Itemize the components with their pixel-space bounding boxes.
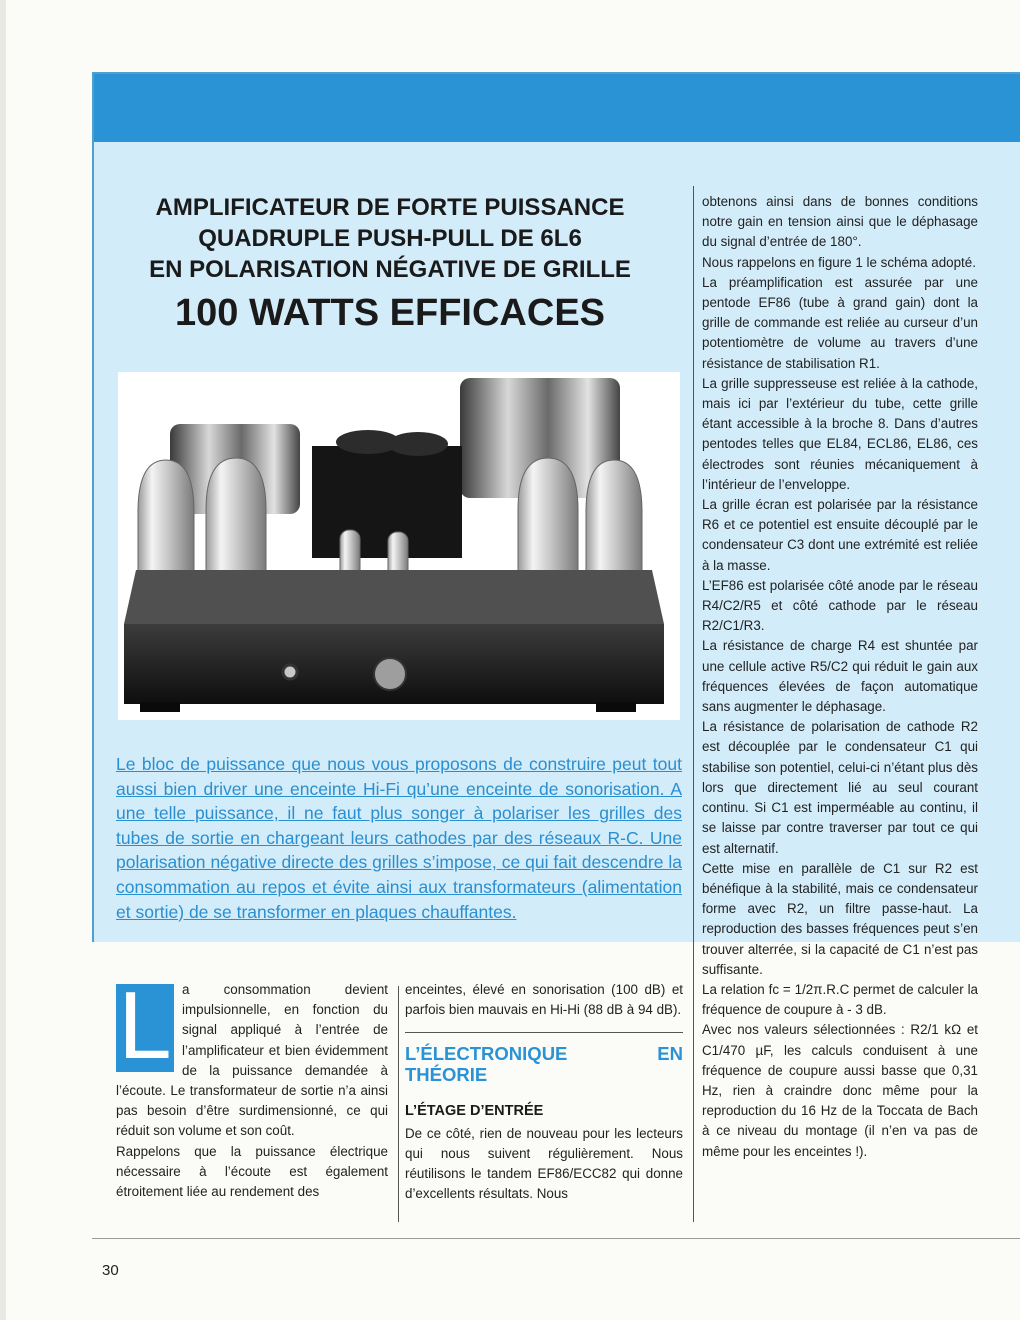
page-number: 30 bbox=[102, 1262, 119, 1279]
title-line-3: EN POLARISATION NÉGATIVE DE GRILLE bbox=[149, 256, 631, 283]
power-tube bbox=[586, 460, 642, 572]
section-heading: L’ÉLECTRONIQUE EN THÉORIE bbox=[405, 1043, 683, 1086]
foot bbox=[596, 702, 636, 712]
capacitor-can bbox=[388, 432, 448, 456]
header-banner bbox=[94, 74, 1020, 142]
intro-paragraph: Le bloc de puissance que nous vous proposons de construire peut tout aussi bien driver une enceinte Hi-Fi qu’une enceinte de sonorisation. A une telle puissance, il ne faut plus songer à polariser les grilles des tubes de sortie en chargeant leurs cathodes par des réseaux R-C. Une polarisation négative directe des grilles s’impose, ce qui fait descendre la consommation au repos et évite ainsi aux transformateurs (alimentation et sortie) de se transformer en plaques chauffantes. bbox=[116, 754, 682, 922]
foot bbox=[140, 702, 180, 712]
center-chassis-block bbox=[312, 446, 462, 558]
title-line-1: AMPLIFICATEUR DE FORTE PUISSANCE bbox=[155, 194, 625, 221]
amplifier-photo bbox=[118, 372, 680, 720]
bottom-rule bbox=[92, 1238, 1020, 1239]
body-paragraph: Nous rappelons en figure 1 le schéma adopté. bbox=[702, 254, 976, 270]
column-a bbox=[116, 972, 388, 1202]
body-paragraph: Rappelons que la puissance électrique nécessaire à l’écoute est également étroitement liée au rendement des bbox=[116, 1143, 388, 1200]
body-paragraph: Cette mise en parallèle de C1 sur R2 est bénéfique à la stabilité, mais ce condensateur forme avec R2, un filtre passe-haut. La reproduction des basses fréquences peut s’en trouver alterrée, si la capacité de C1 n’est pas suffisante. bbox=[702, 860, 978, 977]
volume-knob bbox=[374, 658, 406, 690]
page-edge bbox=[0, 0, 6, 1320]
power-tube bbox=[518, 458, 578, 572]
body-paragraph: La relation fc = 1/2π.R.C permet de calculer la fréquence de coupure à - 3 dB. bbox=[702, 981, 978, 1018]
body-paragraph: obtenons ainsi dans de bonnes conditions notre gain en tension ainsi que le déphasage du signal d’entrée de 180°. bbox=[702, 194, 978, 250]
body-paragraph: De ce côté, rien de nouveau pour les lecteurs qui nous suivent régulièrement. Nous réutilisons le tandem EF86/ECC82 qui donne d’excellents résultats. Nous bbox=[405, 1125, 683, 1202]
body-paragraph: La grille suppresseuse est reliée à la cathode, mais ici par l’extérieur du tube, cette grille étant accessible à la broche 8. Dans d’autres pentodes telles que EL84, ECL86, EL86, ces électrodes sont réunies mécaniquement à l’intérieur de l’enveloppe. bbox=[702, 375, 978, 492]
power-tube bbox=[138, 460, 194, 572]
chassis bbox=[124, 570, 664, 624]
column-c bbox=[702, 192, 978, 1162]
column-divider bbox=[693, 186, 694, 1222]
body-paragraph: L’EF86 est polarisée côté anode par le réseau R4/C2/R5 et côté cathode par le réseau R2/C1/R3. bbox=[702, 577, 978, 634]
body-paragraph: La grille écran est polarisée par la résistance R6 et ce potentiel est ensuite découplé par le condensateur C3 dont une extrémité est reliée à la masse. bbox=[702, 497, 978, 573]
input-jack bbox=[283, 665, 297, 679]
body-paragraph: La préamplification est assurée par une pentode EF86 (tube à grand gain) dont la grille de commande est reliée au curseur d’un potentiomètre de volume au travers d’une résistance de stabilisation R1. bbox=[702, 274, 978, 371]
body-paragraph: La résistance de charge R4 est shuntée par une cellule active R5/C2 qui réduit le gain aux fréquences élevées de façon automatique sans augmenter le déphasage. bbox=[702, 638, 978, 715]
section-rule bbox=[405, 1032, 683, 1033]
title-headline: 100 WATTS EFFICACES bbox=[174, 292, 606, 334]
power-tube bbox=[206, 458, 266, 572]
column-b bbox=[405, 980, 683, 1204]
body-paragraph: Avec nos valeurs sélectionnées : R2/1 kΩ et C1/470 µF, les calculs conduisent à une fréquence de coupure aussi basse que 0,31 Hz, rien à craindre donc même pour la reproduction du 16 Hz de la Toccata de Bach à ce niveau du montage (il n’en va pas de même pour les enceintes !). bbox=[702, 1022, 978, 1159]
sub-heading: L’ÉTAGE D’ENTRÉE bbox=[405, 1103, 544, 1120]
title-line-2: QUADRUPLE PUSH-PULL DE 6L6 bbox=[198, 225, 582, 252]
article-title bbox=[100, 192, 680, 337]
body-paragraph: a consommation devient impulsionnelle, en fonction du signal appliqué à l’entrée de l’amplificateur et bien évidemment de la puissance demandée à l’écoute. Le transformateur de sortie n’a ainsi pas besoin d’être surdimensionné, ce qui réduit son volume et son coût. bbox=[116, 982, 388, 1139]
drop-cap: L bbox=[116, 984, 174, 1072]
column-divider bbox=[398, 986, 399, 1222]
body-paragraph: La résistance de polarisation de cathode R2 est découplée par le condensateur C1 qui stabilise son potentiel, celui-ci n’étant plus dès lors que directement lié au seul courant continu. Si C1 est imperméable au continu, il se laisse par contre traverser par tout ce qui est alternatif. bbox=[702, 719, 978, 856]
body-paragraph: enceintes, élevé en sonorisation (100 dB) et parfois bien mauvais en Hi-Hi (88 dB à 94 dB). bbox=[405, 982, 683, 1018]
